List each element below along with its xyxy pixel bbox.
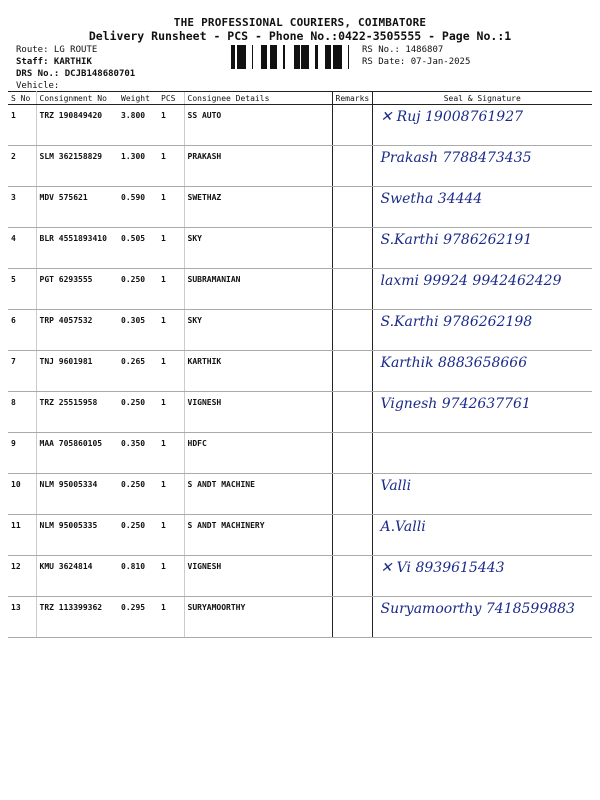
row-consignment-no: BLR 4551893410 (36, 228, 118, 269)
row-remarks (332, 351, 372, 392)
meta-left (16, 44, 135, 92)
row-pcs: 1 (158, 228, 184, 269)
row-sno: 12 (8, 556, 36, 597)
handwritten-signature: Valli (380, 478, 412, 494)
row-consignee: SS AUTO (184, 105, 332, 146)
row-consignee: VIGNESH (184, 392, 332, 433)
row-consignment-no: NLM 95005334 (36, 474, 118, 515)
row-sno: 3 (8, 187, 36, 228)
col-seal: Seal & Signature (372, 92, 592, 105)
row-consignment-no: KMU 3624814 (36, 556, 118, 597)
row-weight: 0.350 (118, 433, 158, 474)
row-consignee: HDFC (184, 433, 332, 474)
meta-right (362, 44, 470, 68)
row-sno: 9 (8, 433, 36, 474)
row-signature (372, 597, 592, 638)
row-pcs: 1 (158, 556, 184, 597)
table-row (8, 556, 592, 597)
row-sno: 6 (8, 310, 36, 351)
handwritten-signature: Suryamoorthy 7418599883 (380, 601, 575, 617)
row-remarks (332, 556, 372, 597)
row-consignment-no: TRP 4057532 (36, 310, 118, 351)
row-weight: 3.800 (118, 105, 158, 146)
row-sno: 7 (8, 351, 36, 392)
company-title: THE PROFESSIONAL COURIERS, COIMBATORE (173, 16, 427, 29)
row-signature (372, 228, 592, 269)
row-pcs: 1 (158, 105, 184, 146)
row-sno: 4 (8, 228, 36, 269)
row-weight: 0.250 (118, 392, 158, 433)
col-remarks: Remarks (332, 92, 372, 105)
row-remarks (332, 105, 372, 146)
rs-date-label: RS Date: 07-Jan-2025 (362, 57, 471, 67)
row-signature (372, 146, 592, 187)
col-weight: Weight (118, 92, 158, 105)
row-consignment-no: PGT 6293555 (36, 269, 118, 310)
row-consignment-no: MDV 575621 (36, 187, 118, 228)
row-consignment-no: TRZ 190849420 (36, 105, 118, 146)
row-signature (372, 433, 592, 474)
row-consignment-no: MAA 705860105 (36, 433, 118, 474)
row-consignee: SKY (184, 228, 332, 269)
row-sno: 13 (8, 597, 36, 638)
handwritten-signature: Vignesh 9742637761 (380, 396, 531, 412)
table-row (8, 310, 592, 351)
row-weight: 0.590 (118, 187, 158, 228)
row-signature (372, 105, 592, 146)
handwritten-signature: Swetha 34444 (380, 191, 483, 207)
handwritten-signature: S.Karthi 9786262198 (380, 314, 533, 330)
row-weight: 0.305 (118, 310, 158, 351)
row-signature (372, 351, 592, 392)
handwritten-signature: ✕ Vi 8939615443 (380, 560, 505, 576)
row-consignment-no: TRZ 25515958 (36, 392, 118, 433)
table-row (8, 269, 592, 310)
row-pcs: 1 (158, 187, 184, 228)
table-row (8, 351, 592, 392)
col-pcs: PCS (158, 92, 184, 105)
col-consignment: Consignment No (36, 92, 118, 105)
row-consignee: SURYAMOORTHY (184, 597, 332, 638)
row-remarks (332, 392, 372, 433)
table-row (8, 105, 592, 146)
row-consignee: KARTHIK (184, 351, 332, 392)
col-sno: S No (8, 92, 36, 105)
row-sno: 10 (8, 474, 36, 515)
row-remarks (332, 146, 372, 187)
row-consignment-no: TNJ 9601981 (36, 351, 118, 392)
table-row (8, 146, 592, 187)
row-weight: 0.505 (118, 228, 158, 269)
row-pcs: 1 (158, 515, 184, 556)
row-consignment-no: NLM 95005335 (36, 515, 118, 556)
runsheet-subtitle: Delivery Runsheet - PCS - Phone No.:0422-3505555 - Page No.:1 (88, 29, 512, 43)
row-consignee: VIGNESH (184, 556, 332, 597)
handwritten-signature: S.Karthi 9786262191 (380, 232, 533, 248)
handwritten-signature: A.Valli (380, 519, 426, 535)
barcode-icon (231, 45, 354, 69)
row-remarks (332, 474, 372, 515)
table-row (8, 187, 592, 228)
col-consignee: Consignee Details (184, 92, 332, 105)
row-weight: 0.810 (118, 556, 158, 597)
row-weight: 0.250 (118, 515, 158, 556)
row-signature (372, 515, 592, 556)
row-weight: 0.250 (118, 474, 158, 515)
row-sno: 8 (8, 392, 36, 433)
rs-no-label: RS No.: 1486807 (362, 45, 444, 55)
table-row (8, 597, 592, 638)
row-pcs: 1 (158, 146, 184, 187)
row-consignee: S ANDT MACHINE (184, 474, 332, 515)
table-header-row (8, 92, 592, 105)
table-row (8, 433, 592, 474)
row-weight: 1.300 (118, 146, 158, 187)
row-sno: 5 (8, 269, 36, 310)
row-pcs: 1 (158, 433, 184, 474)
handwritten-signature: Karthik 8883658666 (380, 355, 528, 371)
row-weight: 0.250 (118, 269, 158, 310)
row-signature (372, 269, 592, 310)
row-signature (372, 392, 592, 433)
row-signature (372, 187, 592, 228)
row-consignee: SUBRAMANIAN (184, 269, 332, 310)
row-pcs: 1 (158, 310, 184, 351)
row-consignee: SWETHAZ (184, 187, 332, 228)
row-weight: 0.295 (118, 597, 158, 638)
row-pcs: 1 (158, 597, 184, 638)
runsheet-table (8, 91, 592, 638)
route-label: Route: LG ROUTE (16, 45, 98, 55)
row-remarks (332, 433, 372, 474)
table-row (8, 474, 592, 515)
row-remarks (332, 269, 372, 310)
table-row (8, 392, 592, 433)
row-pcs: 1 (158, 392, 184, 433)
row-consignee: PRAKASH (184, 146, 332, 187)
row-pcs: 1 (158, 269, 184, 310)
handwritten-signature: Prakash 7788473435 (380, 150, 532, 166)
row-sno: 11 (8, 515, 36, 556)
row-sno: 2 (8, 146, 36, 187)
staff-label: Staff: KARTHIK (16, 57, 92, 67)
row-consignment-no: SLM 362158829 (36, 146, 118, 187)
row-weight: 0.265 (118, 351, 158, 392)
row-pcs: 1 (158, 351, 184, 392)
drs-no-label: DRS No.: DCJB148680701 (16, 69, 136, 79)
handwritten-signature: laxmi 99924 9942462429 (380, 273, 562, 289)
table-row (8, 228, 592, 269)
row-remarks (332, 228, 372, 269)
row-pcs: 1 (158, 474, 184, 515)
vehicle-label: Vehicle: (16, 81, 60, 91)
row-signature (372, 556, 592, 597)
table-row (8, 515, 592, 556)
row-remarks (332, 515, 372, 556)
row-sno: 1 (8, 105, 36, 146)
row-consignee: S ANDT MACHINERY (184, 515, 332, 556)
row-signature (372, 474, 592, 515)
row-remarks (332, 310, 372, 351)
row-consignment-no: TRZ 113399362 (36, 597, 118, 638)
row-remarks (332, 597, 372, 638)
row-remarks (332, 187, 372, 228)
handwritten-signature: ✕ Ruj 19008761927 (380, 109, 524, 125)
row-signature (372, 310, 592, 351)
row-consignee: SKY (184, 310, 332, 351)
